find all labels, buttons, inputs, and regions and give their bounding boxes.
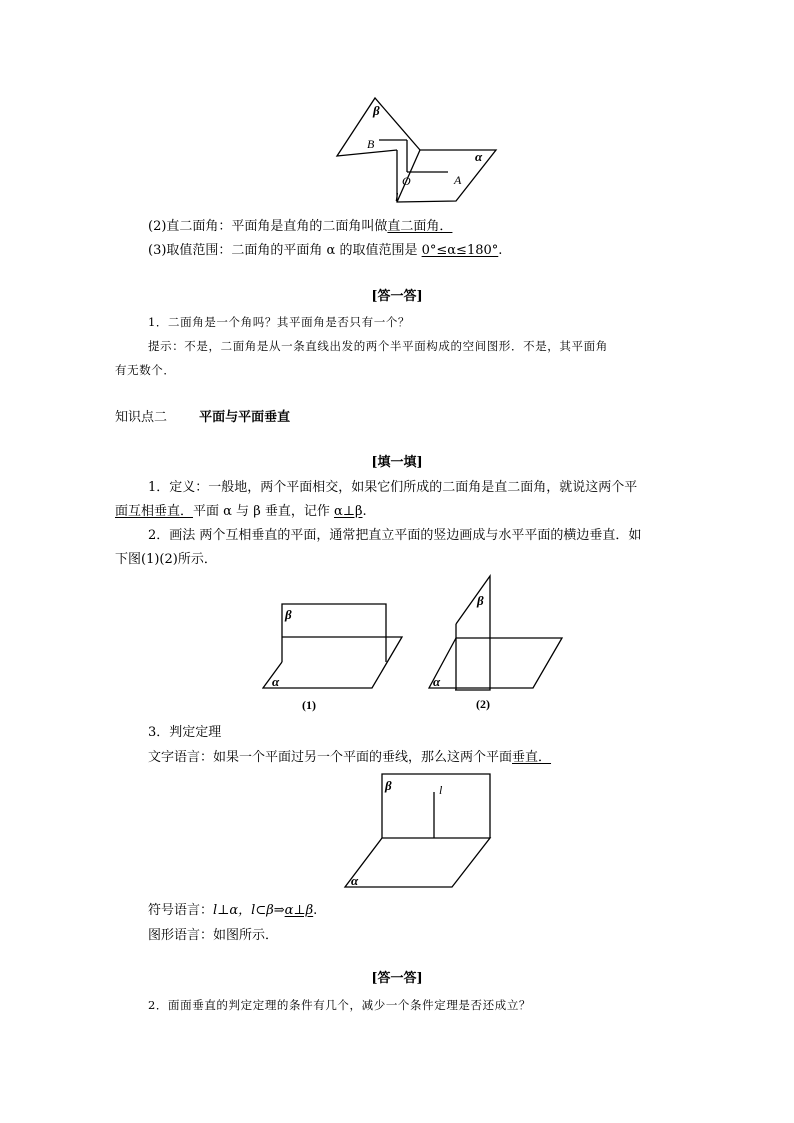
value-range: 0°≤α≤180° xyxy=(421,243,499,258)
label-alpha: α xyxy=(272,674,280,689)
label-beta: β xyxy=(373,103,380,118)
symbol-condition: l⊥α，l⊂β⇒ xyxy=(213,903,285,918)
definition-mid: 平面 α 与 β 垂直，记作 xyxy=(193,504,330,519)
right-dihedral-definition xyxy=(148,218,452,236)
section-name: 平面与平面垂直 xyxy=(199,410,291,425)
plane-beta-outline xyxy=(282,604,386,662)
definition-notation: α⊥β xyxy=(333,504,363,519)
label-beta: β xyxy=(285,607,292,622)
right-dihedral-term: 直二面角． xyxy=(387,219,453,234)
graphic-language: 图形语言：如图所示． xyxy=(148,928,279,943)
definition-line1: 1．定义：一般地，两个平面相交，如果它们所成的二面角是直二面角，就说这两个平 xyxy=(148,480,638,495)
label-alpha: α xyxy=(433,674,441,689)
value-range-prefix: (3)取值范围：二面角的平面角 α 的取值范围是 xyxy=(148,243,418,258)
label-beta: β xyxy=(477,593,484,608)
drawing-line1: 2．画法 两个互相垂直的平面，通常把直立平面的竖边画成与水平平面的横边垂直．如 xyxy=(148,528,642,543)
plane-alpha-outline xyxy=(263,637,402,688)
label-l: l xyxy=(395,190,399,204)
plane-beta-outline xyxy=(455,576,490,690)
symbol-prefix: 符号语言： xyxy=(148,903,214,918)
symbol-result: α⊥β xyxy=(284,903,314,918)
qa2-heading: [答一答] xyxy=(371,971,423,986)
label-A: A xyxy=(454,173,462,187)
label-l: l xyxy=(439,783,443,797)
value-range-suffix: . xyxy=(498,243,503,258)
drawing-line2: 下图(1)(2)所示． xyxy=(115,552,217,567)
symbol-end: . xyxy=(313,903,318,918)
theorem-text-prefix: 文字语言：如果一个平面过另一个平面的垂线，那么这两个平面 xyxy=(148,750,513,765)
definition-term: 面互相垂直． xyxy=(115,504,194,519)
label-alpha: α xyxy=(475,149,483,164)
qa1-answer-line2: 有无数个． xyxy=(115,363,176,377)
qa1-answer-line1: 提示：不是，二面角是从一条直线出发的两个半平面构成的空间图形．不是，其平面角 xyxy=(148,339,608,353)
label-alpha: α xyxy=(351,873,359,888)
value-range-line xyxy=(148,242,502,260)
perpendicular-planes-figure-1 xyxy=(262,600,407,718)
judgment-theorem-figure xyxy=(342,772,494,890)
label-beta: β xyxy=(385,778,392,793)
section-label: 知识点二 xyxy=(115,410,168,425)
symbol-language xyxy=(148,902,317,920)
plane-beta-outline xyxy=(382,774,490,838)
caption: (1) xyxy=(302,698,316,712)
label-O: O xyxy=(402,174,411,188)
section-title xyxy=(115,409,290,427)
right-dihedral-prefix: (2)直二面角：平面角是直角的二面角叫做 xyxy=(148,219,388,234)
qa1-heading: [答一答] xyxy=(371,289,423,304)
fill-heading: [填一填] xyxy=(371,455,423,470)
label-B: B xyxy=(367,137,375,151)
definition-end: . xyxy=(362,504,367,519)
theorem-heading: 3．判定定理 xyxy=(148,725,222,740)
theorem-text xyxy=(148,749,551,767)
qa2-question: 2．面面垂直的判定定理的条件有几个，减少一个条件定理是否还成立？ xyxy=(148,998,532,1012)
plane-alpha-outline xyxy=(429,638,562,688)
dihedral-angle-figure xyxy=(330,92,505,210)
theorem-text-term: 垂直． xyxy=(512,750,552,765)
plane-alpha-outline xyxy=(345,838,490,887)
caption: (2) xyxy=(476,697,490,711)
definition-line2 xyxy=(115,503,367,521)
perpendicular-planes-figure-2 xyxy=(428,574,568,719)
qa1-question: 1．二面角是一个角吗？其平面角是否只有一个？ xyxy=(148,315,411,329)
